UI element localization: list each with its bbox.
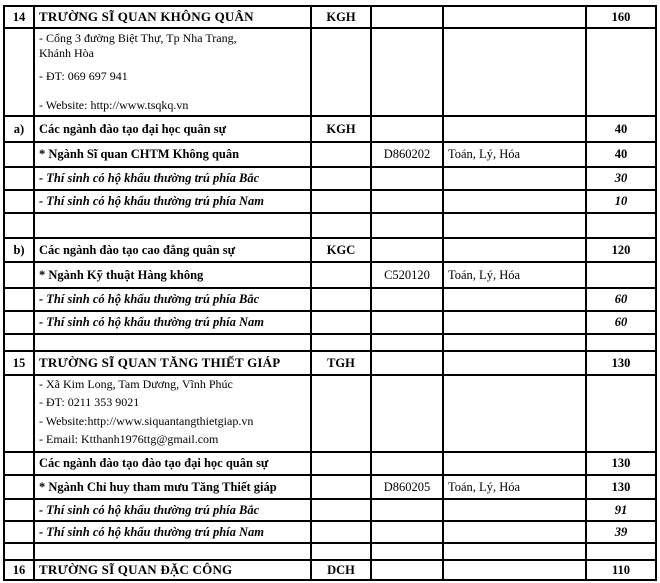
quota-cell: 130 (586, 452, 656, 475)
table-row (4, 28, 656, 116)
table-row (4, 452, 656, 475)
stt-cell (4, 452, 34, 475)
table-row (4, 375, 656, 452)
subjects-cell (443, 6, 586, 28)
school-code-cell (311, 543, 371, 560)
subjects-cell (443, 311, 586, 334)
table-row (4, 6, 656, 28)
quota-cell: 40 (586, 116, 656, 142)
section-name-cell: Các ngành đào tạo đại học quân sự (34, 116, 311, 142)
major-code-cell (371, 116, 443, 142)
stt-cell (4, 213, 34, 238)
quota-cell: 120 (586, 238, 656, 262)
admissions-table (3, 5, 657, 581)
stt-cell (4, 288, 34, 311)
stt-cell: 16 (4, 560, 34, 580)
table-row (4, 560, 656, 580)
quota-cell (586, 334, 656, 351)
section-name-cell: Các ngành đào tạo đào tạo đại học quân sự (34, 452, 311, 475)
detail-name-cell: - Thí sinh có hộ khẩu thường trú phía Nam (34, 311, 311, 334)
quota-cell (586, 262, 656, 288)
stt-cell (4, 190, 34, 213)
detail-name-cell: - Thí sinh có hộ khẩu thường trú phía Bắc (34, 288, 311, 311)
website-line: - Website:http://www.siquantangthietgiap.vn (39, 413, 254, 428)
quota-cell: 10 (586, 190, 656, 213)
subjects-cell: Toán, Lý, Hóa (443, 475, 586, 499)
separator-row (4, 213, 656, 238)
quota-cell: 160 (586, 6, 656, 28)
subjects-cell (443, 375, 586, 452)
school-contact-cell (34, 28, 311, 116)
separator-row (4, 334, 656, 351)
table-row (4, 499, 656, 521)
major-code-cell: D860205 (371, 475, 443, 499)
major-code-cell (371, 6, 443, 28)
table-row (4, 351, 656, 375)
major-name-cell: * Ngành Kỹ thuật Hàng không (34, 262, 311, 288)
school-code-cell (311, 190, 371, 213)
detail-name-cell: - Thí sinh có hộ khẩu thường trú phía Bắc (34, 167, 311, 190)
quota-cell: 130 (586, 475, 656, 499)
table-row (4, 238, 656, 262)
subjects-cell (443, 560, 586, 580)
major-code-cell (371, 190, 443, 213)
detail-name-cell: - Thí sinh có hộ khẩu thường trú phía Bắc (34, 499, 311, 521)
separator-row (4, 543, 656, 560)
school-code-cell: KGC (311, 238, 371, 262)
quota-cell: 60 (586, 311, 656, 334)
school-code-cell (311, 311, 371, 334)
major-code-cell (371, 351, 443, 375)
school-code-cell (311, 142, 371, 167)
phone-line: - ĐT: 0211 353 9021 (39, 395, 140, 410)
name-cell (34, 543, 311, 560)
school-name-cell: TRƯỜNG SĨ QUAN ĐẶC CÔNG (34, 560, 311, 580)
major-code-cell (371, 543, 443, 560)
stt-cell: a) (4, 116, 34, 142)
subjects-cell (443, 351, 586, 375)
table-row (4, 521, 656, 543)
stt-cell (4, 311, 34, 334)
stt-cell (4, 28, 34, 116)
quota-cell: 110 (586, 560, 656, 580)
website-line: - Website: http://www.tsqkq.vn (39, 98, 189, 113)
stt-cell: 14 (4, 6, 34, 28)
quota-cell: 91 (586, 499, 656, 521)
subjects-cell (443, 28, 586, 116)
quota-cell: 60 (586, 288, 656, 311)
stt-cell (4, 142, 34, 167)
subjects-cell (443, 213, 586, 238)
table-row (4, 262, 656, 288)
school-code-cell (311, 28, 371, 116)
subjects-cell: Toán, Lý, Hóa (443, 142, 586, 167)
major-code-cell (371, 521, 443, 543)
major-code-cell (371, 213, 443, 238)
stt-cell (4, 375, 34, 452)
stt-cell (4, 543, 34, 560)
school-code-cell: DCH (311, 560, 371, 580)
school-code-cell (311, 288, 371, 311)
quota-cell: 30 (586, 167, 656, 190)
phone-line: - ĐT: 069 697 941 (39, 69, 128, 83)
quota-cell (586, 28, 656, 116)
school-contact-cell (34, 375, 311, 452)
stt-cell (4, 521, 34, 543)
subjects-cell (443, 543, 586, 560)
school-code-cell (311, 452, 371, 475)
quota-cell: 39 (586, 521, 656, 543)
subjects-cell (443, 499, 586, 521)
stt-cell (4, 475, 34, 499)
table-row (4, 190, 656, 213)
subjects-cell (443, 288, 586, 311)
table-row (4, 288, 656, 311)
email-line: - Email: Ktthanh1976ttg@gmail.com (39, 431, 219, 446)
address-line: - Cổng 3 đường Biệt Thự, Tp Nha Trang, Khánh Hòa (39, 31, 237, 60)
stt-cell (4, 499, 34, 521)
school-code-cell: KGH (311, 116, 371, 142)
school-code-cell (311, 475, 371, 499)
name-cell (34, 213, 311, 238)
detail-name-cell: - Thí sinh có hộ khẩu thường trú phía Nam (34, 521, 311, 543)
major-code-cell (371, 560, 443, 580)
major-code-cell (371, 167, 443, 190)
table-row (4, 311, 656, 334)
table-row (4, 167, 656, 190)
subjects-cell (443, 452, 586, 475)
subjects-cell (443, 334, 586, 351)
stt-cell (4, 262, 34, 288)
stt-cell: b) (4, 238, 34, 262)
stt-cell: 15 (4, 351, 34, 375)
school-code-cell: KGH (311, 6, 371, 28)
stt-cell (4, 334, 34, 351)
section-name-cell: Các ngành đào tạo cao đẳng quân sự (34, 238, 311, 262)
major-code-cell (371, 375, 443, 452)
stt-cell (4, 167, 34, 190)
major-code-cell (371, 499, 443, 521)
quota-cell (586, 375, 656, 452)
subjects-cell (443, 167, 586, 190)
subjects-cell (443, 238, 586, 262)
school-code-cell (311, 499, 371, 521)
name-cell (34, 334, 311, 351)
address-line: - Xã Kim Long, Tam Dương, Vĩnh Phúc (39, 376, 233, 391)
major-name-cell: * Ngành Sĩ quan CHTM Không quân (34, 142, 311, 167)
major-code-cell: D860202 (371, 142, 443, 167)
quota-cell: 40 (586, 142, 656, 167)
school-code-cell (311, 167, 371, 190)
major-name-cell: * Ngành Chỉ huy tham mưu Tăng Thiết giáp (34, 475, 311, 499)
major-code-cell (371, 311, 443, 334)
school-code-cell (311, 521, 371, 543)
school-code-cell (311, 262, 371, 288)
quota-cell (586, 213, 656, 238)
major-code-cell (371, 288, 443, 311)
subjects-cell (443, 190, 586, 213)
school-code-cell (311, 213, 371, 238)
subjects-cell (443, 116, 586, 142)
school-name-cell: TRƯỜNG SĨ QUAN TĂNG THIẾT GIÁP (34, 351, 311, 375)
subjects-cell: Toán, Lý, Hóa (443, 262, 586, 288)
detail-name-cell: - Thí sinh có hộ khẩu thường trú phía Nam (34, 190, 311, 213)
quota-cell (586, 543, 656, 560)
table-row (4, 142, 656, 167)
school-code-cell: TGH (311, 351, 371, 375)
quota-cell: 130 (586, 351, 656, 375)
major-code-cell (371, 334, 443, 351)
school-code-cell (311, 334, 371, 351)
school-name-cell: TRƯỜNG SĨ QUAN KHÔNG QUÂN (34, 6, 311, 28)
major-code-cell (371, 452, 443, 475)
subjects-cell (443, 521, 586, 543)
major-code-cell: C520120 (371, 262, 443, 288)
table-row (4, 116, 656, 142)
major-code-cell (371, 238, 443, 262)
major-code-cell (371, 28, 443, 116)
table-row (4, 475, 656, 499)
school-code-cell (311, 375, 371, 452)
